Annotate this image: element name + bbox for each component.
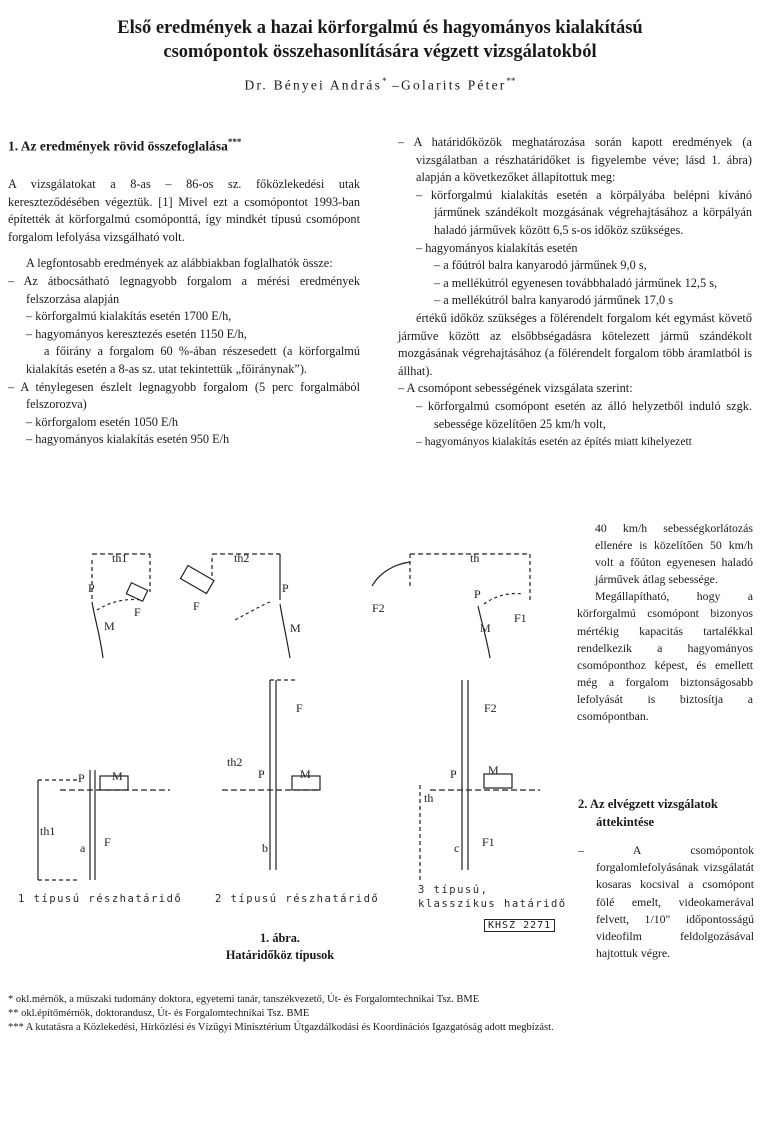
author-1-mark: * — [382, 76, 387, 86]
fig-label-type-3a: 3 típusú, — [418, 884, 489, 896]
svg-text:F: F — [296, 701, 303, 715]
svg-text:F1: F1 — [514, 611, 527, 625]
svg-text:M: M — [112, 769, 123, 783]
svg-text:a: a — [80, 841, 86, 855]
left-column — [8, 134, 360, 449]
footnote-3: *** A kutatásra a Közlekedési, Hírközlési és Vízügyi Minisztérium Útgazdálkodási és Koordinációs Igazgatóság adott megbízást. — [8, 1022, 554, 1033]
bullet-observed-roundabout: – körforgalom esetén 1050 E/h — [26, 414, 179, 429]
svg-text:F: F — [134, 605, 141, 619]
fig-mark-th: th — [470, 551, 480, 565]
conclusion-paragraph: Megállapítható, hogy a körforgalmú csomópont bizonyos mértékig kapacitás tartalékkal rendelkezik a hagyományos csomóponthoz képest, és emellett még a forgalom biztonságosabb lefolyását is biztosítja a csomópontban. — [577, 589, 753, 724]
bullet-capacity-roundabout: – körforgalmú kialakítás esetén 1700 E/h, — [26, 309, 232, 324]
footnote-2: ** okl.építőmérnök, doktorandusz, Út- és Forgalomtechnikai Tsz. BME — [8, 1008, 310, 1019]
section-2-body — [578, 842, 754, 962]
bullet-observed-conventional: – hagyományos kialakítás esetén 950 E/h — [26, 432, 230, 447]
gap-types-figure — [0, 540, 580, 925]
bullet-speed: – A csomópont sebességének vizsgálata szerint: — [398, 381, 633, 396]
fig-mark-th2: th2 — [234, 551, 250, 565]
section-1-paragraph-1: A vizsgálatokat a 8-as – 86-os sz. főközlekedési utak kereszteződésében végeztük. [1] Mivel ezt a csomópontot 1993-ban építették át körforgalmú csomóponttá, így mindkét típusú csomópont forgalom lefolyása vizsgálható volt. — [8, 177, 360, 244]
figure-caption-title: Határidőköz típusok — [225, 948, 335, 962]
svg-text:P: P — [88, 581, 95, 595]
bullet-speed-roundabout: – körforgalmú csomópont esetén az álló helyzetből induló szgk. sebessége közelítően 25 km/h volt, — [416, 398, 752, 431]
right-column — [398, 134, 752, 451]
svg-text:P: P — [474, 587, 481, 601]
section-1-heading-mark: *** — [227, 137, 242, 147]
svg-text:M: M — [488, 763, 499, 777]
svg-text:th1: th1 — [40, 824, 56, 838]
svg-text:th: th — [424, 791, 434, 805]
svg-text:M: M — [290, 621, 301, 635]
svg-text:c: c — [454, 841, 460, 855]
bullet-capacity: – Az átbocsátható legnagyobb forgalom a mérési eredmények felszorzása alapján — [8, 274, 360, 306]
svg-text:F2: F2 — [484, 701, 497, 715]
fig-label-type-3b: klasszikus határidő — [418, 898, 567, 910]
svg-text:th2: th2 — [227, 755, 243, 769]
svg-text:P: P — [258, 767, 265, 781]
right-wrapped-text — [577, 520, 753, 725]
section-2-paragraph: – A csomópontok forgalomlefolyásának vizsgálatát kosaras kocsival a csomópont fölé emelt, videokamerával felvett, 1/10" időpontosságú videofilm feldolgozásával hajtottuk végre. — [578, 843, 754, 961]
bullet-speed-conventional-cont: 40 km/h sebességkorlátozás ellenére is közelítően 50 km/h volt a főúton egyenesen haladó járművek átlag sebessége. — [595, 521, 753, 587]
figure-caption — [160, 930, 400, 964]
bullet-gaps: – A határidőközök meghatározása során kapott eredmények (a vizsgálatban a részhatáridőket is figyelembe véve; lásd 1. ábra) alapján a következőket állapítottuk meg: — [398, 135, 752, 185]
fig-mark-th1: th1 — [112, 551, 128, 565]
svg-text:P: P — [282, 581, 289, 595]
section-2-heading: 2. Az elvégzett vizsgálatok áttekintése — [578, 797, 718, 829]
svg-text:F: F — [104, 835, 111, 849]
bullet-gaps-conventional: – hagyományos kialakítás esetén — [416, 240, 578, 255]
author-1: Dr. Bényei András — [244, 77, 383, 93]
svg-text:M: M — [104, 619, 115, 633]
svg-text:P: P — [450, 767, 457, 781]
bullet-gaps-left-minor: – a mellékútról balra kanyarodó járműnek 17,0 s — [434, 293, 674, 308]
fig-label-type-2: 2 típusú részhatáridő — [215, 893, 380, 905]
bullet-gaps-straight-minor: – a mellékútról egyenesen továbbhaladó járműnek 12,5 s, — [434, 275, 718, 290]
bullet-gaps-note: értékű időköz szükséges a fölérendelt forgalom két egymást követő járműve között az elsőbbségadásra kötelezett jármű szándékolt mozgásának végrehajtásához (a fölérendelt forgalom több áramlatból is állhat). — [398, 310, 752, 378]
author-2-mark: ** — [506, 76, 516, 86]
svg-text:b: b — [262, 841, 268, 855]
authors — [0, 76, 760, 94]
svg-text:F: F — [193, 599, 200, 613]
bullet-capacity-conventional: – hagyományos keresztezés esetén 1150 E/h, — [26, 326, 247, 341]
section-1-paragraph-2: A legfontosabb eredmények az alábbiakban foglalhatók össze: — [26, 256, 333, 271]
svg-text:M: M — [480, 621, 491, 635]
paper-title-line-2: csomópontok összehasonlítására végzett vizsgálatokból — [163, 42, 597, 62]
footnote-1: * okl.mérnök, a műszaki tudomány doktora, egyetemi tanár, tanszékvezető, Út- és Forgalomtechnikai Tsz. BME — [8, 994, 480, 1005]
section-1-heading: 1. Az eredmények rövid összefoglalása*** — [8, 137, 242, 154]
fig-label-type-1: 1 típusú részhatáridő — [18, 893, 183, 905]
bullet-observed: – A ténylegesen észlelt legnagyobb forgalom (5 perc forgalmából felszorozva) — [8, 379, 360, 412]
svg-text:F2: F2 — [372, 601, 385, 615]
bullet-gaps-left-major: – a főútról balra kanyarodó járműnek 9,0 s, — [434, 258, 647, 273]
author-2: –Golarits Péter — [392, 77, 507, 93]
svg-text:M: M — [300, 767, 311, 781]
footnotes — [8, 993, 753, 1035]
figure-caption-number: 1. ábra. — [260, 931, 300, 945]
bullet-gaps-roundabout: – körforgalmú kialakítás esetén a körpályába belépni kívánó járműnek szándékolt mozgásának végrehajtásához a körpályán haladó járművek között 6,5 s-os időköz szükséges. — [416, 187, 752, 237]
svg-text:P: P — [78, 771, 85, 785]
svg-text:F1: F1 — [482, 835, 495, 849]
figure-code: KHSZ 2271 — [484, 919, 555, 932]
bullet-capacity-note: a főirány a forgalom 60 %-ában részesedett (a körforgalmú kialakítás esetén a 8-as sz. utat tekintettük „főiránynak”). — [26, 344, 360, 377]
bullet-speed-conventional: – hagyományos kialakítás esetén az építés miatt kihelyezett — [416, 435, 692, 449]
paper-title-line-1: Első eredmények a hazai körforgalmú és hagyományos kialakítású — [117, 18, 643, 38]
